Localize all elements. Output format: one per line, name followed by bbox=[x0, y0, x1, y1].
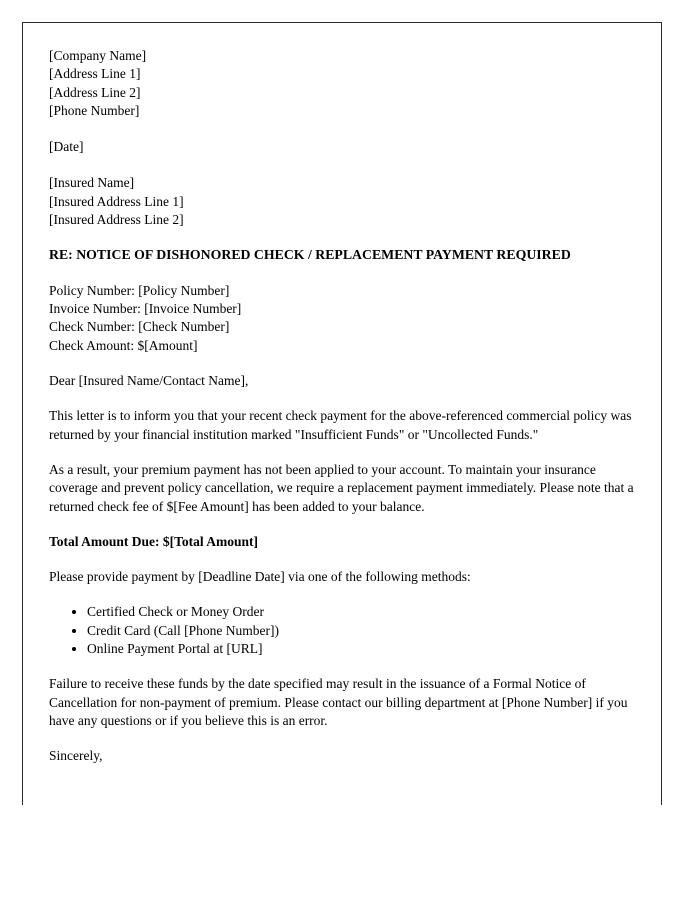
payment-methods-lead-in: Please provide payment by [Deadline Date] via one of the following methods: bbox=[49, 569, 471, 585]
list-item: • Credit Card (Call [Phone Number]) bbox=[87, 622, 635, 640]
spacer-after-subject bbox=[49, 265, 635, 282]
spacer-after-methods bbox=[49, 658, 635, 675]
sender-address-line-1: [Address Line 1] bbox=[49, 66, 141, 82]
spacer-after-date bbox=[49, 156, 635, 174]
sender-address-line-2: [Address Line 2] bbox=[49, 84, 141, 100]
salutation: Dear [Insured Name/Contact Name], bbox=[49, 373, 249, 389]
spacer-after-paragraph-3 bbox=[49, 730, 635, 747]
policy-details-block bbox=[49, 282, 635, 355]
subject-line: RE: NOTICE OF DISHONORED CHECK / REPLACEMENT PAYMENT REQUIRED bbox=[49, 247, 571, 263]
document-body bbox=[23, 23, 661, 766]
sender-phone-number: [Phone Number] bbox=[49, 102, 140, 118]
recipient-address-line-2: [Insured Address Line 2] bbox=[49, 212, 184, 228]
policy-number-line: Policy Number: [Policy Number] bbox=[49, 282, 230, 298]
body-paragraph-2: As a result, your premium payment has not been applied to your account. To maintain your insurance coverage and prevent policy cancellation, we require a replacement payment immediately. Please note that a returned check fee of $[Fee Amount] has been added to your balance. bbox=[49, 461, 634, 514]
spacer-after-total-due bbox=[49, 551, 635, 568]
spacer-after-recipient bbox=[49, 229, 635, 246]
document-page bbox=[22, 22, 662, 805]
check-amount-line: Check Amount: $[Amount] bbox=[49, 337, 198, 353]
check-number-line: Check Number: [Check Number] bbox=[49, 319, 230, 335]
letter-date: [Date] bbox=[49, 139, 84, 155]
spacer-after-lead-in bbox=[49, 586, 635, 603]
body-paragraph-1: This letter is to inform you that your recent check payment for the above-referenced commercial policy was returned by your financial institution marked "Insufficient Funds" or "Uncollected Funds." bbox=[49, 408, 632, 442]
invoice-number-line: Invoice Number: [Invoice Number] bbox=[49, 301, 242, 317]
closing-salutation: Sincerely, bbox=[49, 748, 103, 764]
spacer-after-paragraph-1 bbox=[49, 444, 635, 461]
spacer-after-details bbox=[49, 355, 635, 372]
list-item: • Online Payment Portal at [URL] bbox=[87, 640, 635, 658]
recipient-insured-name: [Insured Name] bbox=[49, 175, 135, 191]
sender-address-block bbox=[49, 47, 635, 120]
payment-methods-list bbox=[49, 603, 635, 658]
list-item: • Certified Check or Money Order bbox=[87, 603, 635, 621]
recipient-address-line-1: [Insured Address Line 1] bbox=[49, 193, 184, 209]
spacer-after-sender bbox=[49, 120, 635, 138]
spacer-after-salutation bbox=[49, 390, 635, 407]
recipient-address-block bbox=[49, 174, 635, 229]
total-amount-due-line: Total Amount Due: $[Total Amount] bbox=[49, 533, 259, 549]
spacer-after-paragraph-2 bbox=[49, 516, 635, 533]
sender-company-name: [Company Name] bbox=[49, 48, 147, 63]
body-paragraph-3: Failure to receive these funds by the date specified may result in the issuance of a Formal Notice of Cancellation for non-payment of premium. Please contact our billing department at [Phone Number] if you have any questions or if you believe this is an error. bbox=[49, 676, 628, 728]
